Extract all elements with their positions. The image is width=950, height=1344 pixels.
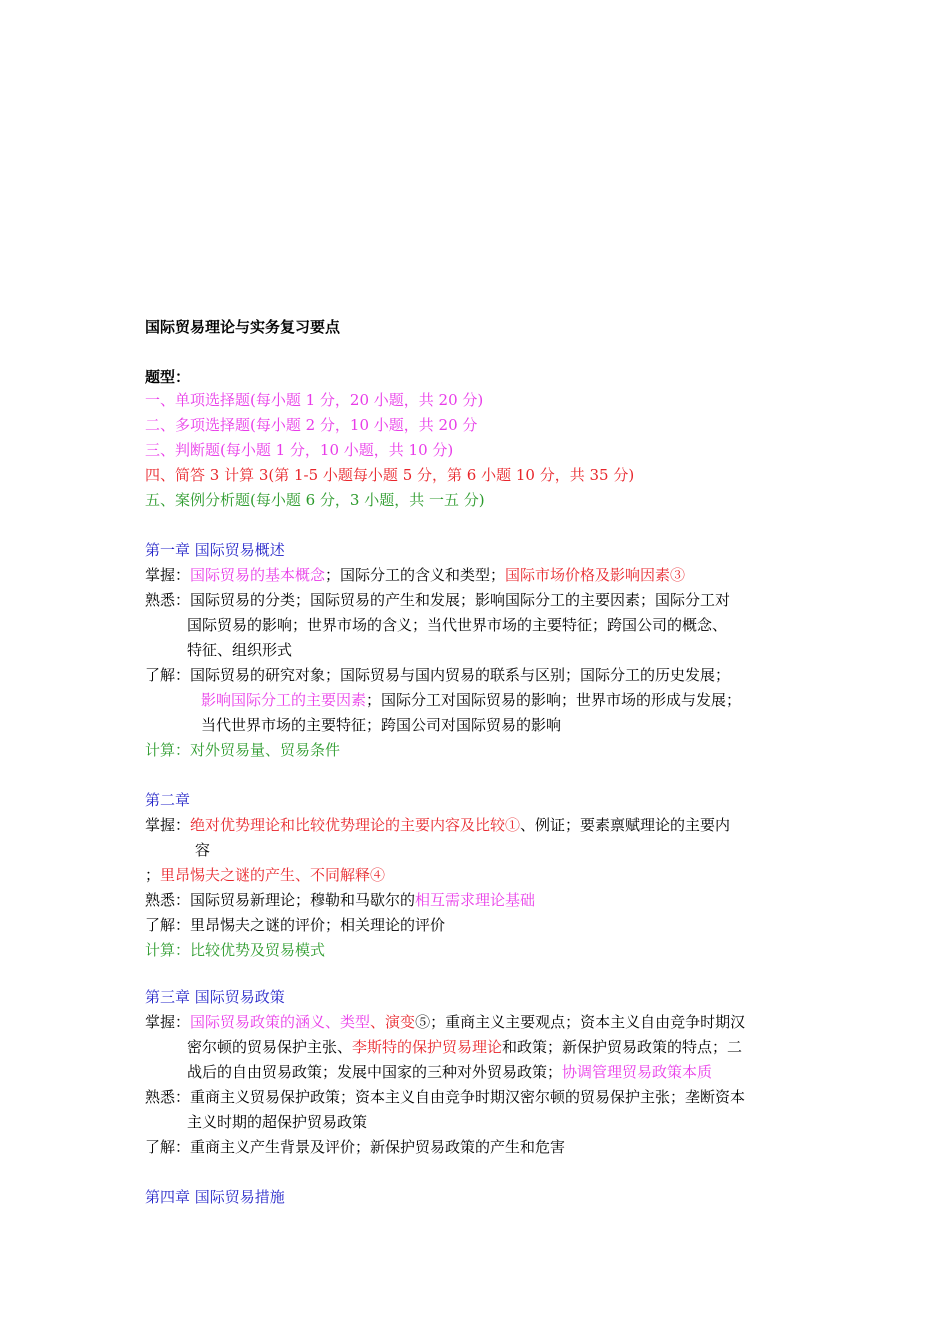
- ch2-master-highlight-b: 里昂惕夫之谜的产生、不同解释④: [160, 866, 386, 884]
- ch3-master-line-2: [145, 1035, 825, 1060]
- ch1-familiar-line-2: 国际贸易的影响；世界市场的含义；当代世界市场的主要特征；跨国公司的概念、: [187, 616, 728, 634]
- chapter-1-body: [145, 563, 825, 763]
- ch1-understand-highlight: 影响国际分工的主要因素: [201, 691, 367, 709]
- ch3-master-sep: 、: [370, 1013, 386, 1031]
- ch3-master-text-4: 战后的自由贸易政策；发展中国家的三种对外贸易政策；: [187, 1063, 563, 1081]
- question-type-2: 二、多项选择题(每小题 2 分，10 小题，共 20 分: [145, 416, 478, 434]
- ch3-familiar-line-2: 主义时期的超保护贸易政策: [187, 1113, 368, 1131]
- ch3-master-line-1: [145, 1010, 825, 1035]
- chapter-2-body: [145, 813, 825, 963]
- ch3-master-highlight-a: 国际贸易政策的涵义、类型: [190, 1013, 371, 1031]
- question-type-4: 四、简答 3 计算 3(第 1-5 小题每小题 5 分，第 6 小题 10 分，共 35 分): [145, 466, 635, 484]
- ch1-calc-line: 计算：对外贸易量、贸易条件: [145, 741, 341, 759]
- ch1-understand-line-3: 当代世界市场的主要特征；跨国公司对国际贸易的影响: [201, 716, 562, 734]
- question-type-1: 一、单项选择题(每小题 1 分，20 小题，共 20 分): [145, 391, 484, 409]
- chapter-2-title: 第二章: [145, 791, 191, 809]
- master-label: 掌握：: [145, 816, 191, 834]
- question-type-heading: 题型：: [145, 368, 191, 386]
- ch1-understand-line-1: 了解：国际贸易的研究对象；国际贸易与国内贸易的联系与区别；国际分工的历史发展；: [145, 666, 731, 684]
- ch3-master-highlight-d: 协调管理贸易政策本质: [562, 1063, 713, 1081]
- chapter-4-title: 第四章 国际贸易措施: [145, 1188, 285, 1206]
- ch2-understand-line: 了解：里昂惕夫之谜的评价；相关理论的评价: [145, 916, 446, 934]
- ch1-understand-text: ；国际分工对国际贸易的影响；世界市场的形成与发展；: [366, 691, 742, 709]
- ch1-master-highlight-a: 国际贸易的基本概念: [190, 566, 326, 584]
- ch3-master-text-3: 和政策；新保护贸易政策的特点；二: [502, 1038, 743, 1056]
- ch2-master-line-3: [145, 863, 825, 888]
- ch3-master-text-2: 密尔顿的贸易保护主张、: [187, 1038, 353, 1056]
- ch2-calc-line: 计算：比较优势及贸易模式: [145, 941, 326, 959]
- master-label: 掌握：: [145, 566, 191, 584]
- ch1-master-highlight-b: 国际市场价格及影响因素③: [505, 566, 686, 584]
- ch2-familiar-highlight: 相互需求理论基础: [415, 891, 536, 909]
- ch1-master-text: ；国际分工的含义和类型；: [325, 566, 506, 584]
- ch2-master-line-2: 容: [195, 841, 211, 859]
- ch3-master-text-1: ⑤；重商主义主要观点；资本主义自由竞争时期汉: [415, 1013, 746, 1031]
- ch2-master-text: 、例证；要素禀赋理论的主要内: [520, 816, 731, 834]
- ch3-familiar-line-1: 熟悉：重商主义贸易保护政策；资本主义自由竞争时期汉密尔顿的贸易保护主张；垄断资本: [145, 1088, 746, 1106]
- question-type-5: 五、案例分析题(每小题 6 分，3 小题，共 一五 分): [145, 491, 485, 509]
- ch1-master-line: [145, 563, 825, 588]
- ch1-familiar-line-3: 特征、组织形式: [187, 641, 293, 659]
- ch2-master-line-1: [145, 813, 825, 838]
- ch2-master-separator: ；: [145, 866, 161, 884]
- ch1-understand-line-2: [145, 688, 825, 713]
- master-label: 掌握：: [145, 1013, 191, 1031]
- document-title: 国际贸易理论与实务复习要点: [145, 318, 341, 336]
- ch2-familiar-line: [145, 888, 825, 913]
- ch2-familiar-text: 熟悉：国际贸易新理论；穆勒和马歇尔的: [145, 891, 416, 909]
- chapter-1-title: 第一章 国际贸易概述: [145, 541, 285, 559]
- ch1-familiar-line-1: 熟悉：国际贸易的分类；国际贸易的产生和发展；影响国际分工的主要因素；国际分工对: [145, 591, 731, 609]
- chapter-3-body: [145, 1010, 825, 1160]
- ch3-master-highlight-b: 演变: [385, 1013, 416, 1031]
- chapter-3-title: 第三章 国际贸易政策: [145, 988, 285, 1006]
- ch3-master-line-3: [145, 1060, 825, 1085]
- ch2-master-highlight-a: 绝对优势理论和比较优势理论的主要内容及比较①: [190, 816, 521, 834]
- ch3-understand-line: 了解：重商主义产生背景及评价；新保护贸易政策的产生和危害: [145, 1138, 566, 1156]
- ch3-master-highlight-c: 李斯特的保护贸易理论: [352, 1038, 503, 1056]
- question-type-3: 三、判断题(每小题 1 分，10 小题，共 10 分): [145, 441, 454, 459]
